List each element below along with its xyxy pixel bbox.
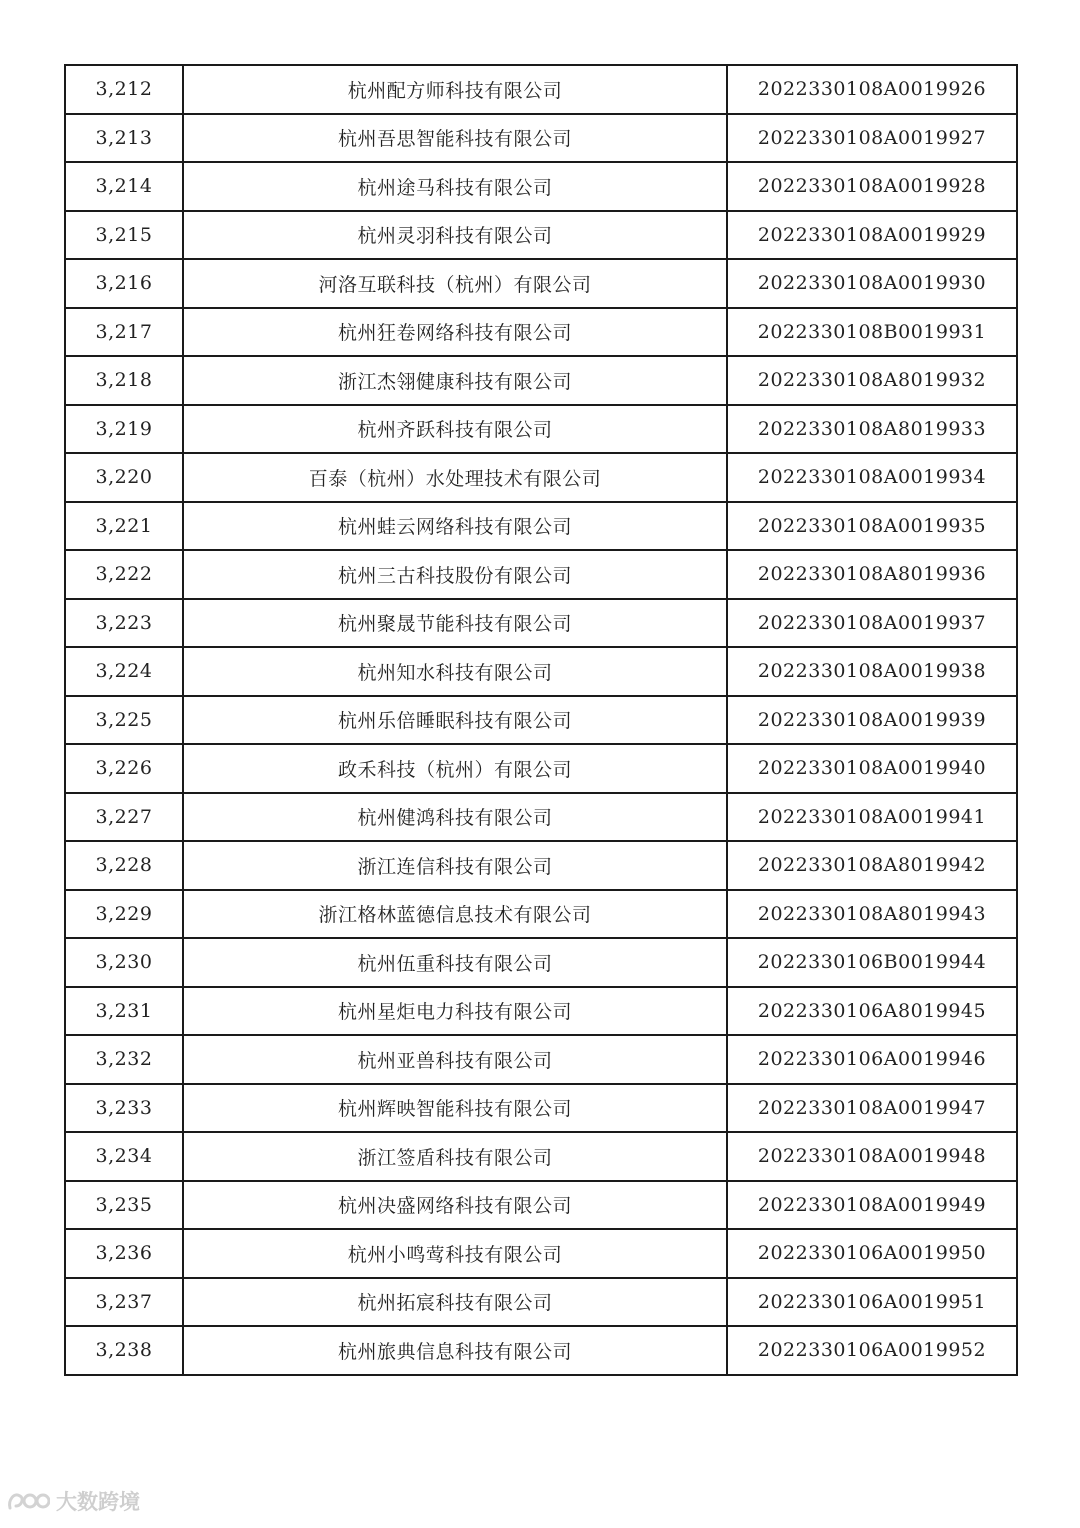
row-number-cell: 3,232	[65, 1035, 183, 1084]
company-name-cell: 浙江格林蓝德信息技术有限公司	[183, 890, 727, 939]
company-name-cell: 杭州亚兽科技有限公司	[183, 1035, 727, 1084]
row-number-cell: 3,219	[65, 405, 183, 454]
watermark	[6, 1486, 140, 1516]
row-number-cell: 3,214	[65, 162, 183, 211]
row-number-cell: 3,226	[65, 744, 183, 793]
row-number-cell: 3,218	[65, 356, 183, 405]
company-name-cell: 杭州健鸿科技有限公司	[183, 793, 727, 842]
row-number-cell: 3,231	[65, 987, 183, 1036]
company-list-table-container	[64, 64, 1016, 1376]
row-number-cell: 3,227	[65, 793, 183, 842]
table-row	[65, 1084, 1017, 1133]
row-number-cell: 3,215	[65, 211, 183, 260]
row-number-cell: 3,229	[65, 890, 183, 939]
company-name-cell: 杭州乐倍睡眠科技有限公司	[183, 696, 727, 745]
registration-code-cell: 2022330106A8019945	[727, 987, 1017, 1036]
table-row	[65, 550, 1017, 599]
company-name-cell: 杭州辉映智能科技有限公司	[183, 1084, 727, 1133]
row-number-cell: 3,217	[65, 308, 183, 357]
row-number-cell: 3,216	[65, 259, 183, 308]
company-name-cell: 杭州灵羽科技有限公司	[183, 211, 727, 260]
company-name-cell: 杭州旅典信息科技有限公司	[183, 1326, 727, 1375]
row-number-cell: 3,230	[65, 938, 183, 987]
registration-code-cell: 2022330108A0019947	[727, 1084, 1017, 1133]
registration-code-cell: 2022330108A8019942	[727, 841, 1017, 890]
table-row	[65, 599, 1017, 648]
registration-code-cell: 2022330108A0019949	[727, 1181, 1017, 1230]
row-number-cell: 3,224	[65, 647, 183, 696]
table-row	[65, 890, 1017, 939]
table-row	[65, 1035, 1017, 1084]
table-row	[65, 1132, 1017, 1181]
company-name-cell: 百泰（杭州）水处理技术有限公司	[183, 453, 727, 502]
company-name-cell: 杭州配方师科技有限公司	[183, 65, 727, 114]
table-row	[65, 405, 1017, 454]
registration-code-cell: 2022330108A8019933	[727, 405, 1017, 454]
registration-code-cell: 2022330108B0019931	[727, 308, 1017, 357]
table-row	[65, 1278, 1017, 1327]
registration-code-cell: 2022330108A0019928	[727, 162, 1017, 211]
registration-code-cell: 2022330108A0019938	[727, 647, 1017, 696]
registration-code-cell: 2022330108A0019926	[727, 65, 1017, 114]
table-row	[65, 65, 1017, 114]
row-number-cell: 3,212	[65, 65, 183, 114]
table-row	[65, 211, 1017, 260]
table-row	[65, 793, 1017, 842]
watermark-text: 大数跨境	[56, 1490, 140, 1514]
registration-code-cell: 2022330108A8019932	[727, 356, 1017, 405]
company-name-cell: 杭州三古科技股份有限公司	[183, 550, 727, 599]
row-number-cell: 3,225	[65, 696, 183, 745]
table-row	[65, 987, 1017, 1036]
table-row	[65, 841, 1017, 890]
registration-code-cell: 2022330108A0019934	[727, 453, 1017, 502]
row-number-cell: 3,222	[65, 550, 183, 599]
registration-code-cell: 2022330106A0019946	[727, 1035, 1017, 1084]
row-number-cell: 3,234	[65, 1132, 183, 1181]
table-body	[65, 65, 1017, 1375]
registration-code-cell: 2022330108A0019935	[727, 502, 1017, 551]
table-row	[65, 938, 1017, 987]
table-row	[65, 162, 1017, 211]
table-row	[65, 696, 1017, 745]
company-name-cell: 杭州吾思智能科技有限公司	[183, 114, 727, 163]
row-number-cell: 3,237	[65, 1278, 183, 1327]
registration-code-cell: 2022330108A0019939	[727, 696, 1017, 745]
company-name-cell: 杭州星炬电力科技有限公司	[183, 987, 727, 1036]
company-name-cell: 河洛互联科技（杭州）有限公司	[183, 259, 727, 308]
company-name-cell: 杭州途马科技有限公司	[183, 162, 727, 211]
company-name-cell: 浙江连信科技有限公司	[183, 841, 727, 890]
registration-code-cell: 2022330106A0019952	[727, 1326, 1017, 1375]
row-number-cell: 3,235	[65, 1181, 183, 1230]
table-row	[65, 502, 1017, 551]
table-row	[65, 356, 1017, 405]
company-name-cell: 杭州齐跃科技有限公司	[183, 405, 727, 454]
registration-code-cell: 2022330108A0019930	[727, 259, 1017, 308]
table-row	[65, 308, 1017, 357]
registration-code-cell: 2022330108A8019943	[727, 890, 1017, 939]
row-number-cell: 3,233	[65, 1084, 183, 1133]
brand-logo-icon	[6, 1488, 50, 1514]
row-number-cell: 3,221	[65, 502, 183, 551]
registration-code-cell: 2022330106A0019951	[727, 1278, 1017, 1327]
row-number-cell: 3,238	[65, 1326, 183, 1375]
row-number-cell: 3,228	[65, 841, 183, 890]
registration-code-cell: 2022330108A0019929	[727, 211, 1017, 260]
table-row	[65, 744, 1017, 793]
registration-code-cell: 2022330108A0019927	[727, 114, 1017, 163]
registration-code-cell: 2022330108A0019937	[727, 599, 1017, 648]
table-row	[65, 453, 1017, 502]
registration-code-cell: 2022330108A0019948	[727, 1132, 1017, 1181]
registration-code-cell: 2022330106B0019944	[727, 938, 1017, 987]
registration-code-cell: 2022330108A8019936	[727, 550, 1017, 599]
company-name-cell: 杭州小鸣莺科技有限公司	[183, 1229, 727, 1278]
row-number-cell: 3,213	[65, 114, 183, 163]
company-name-cell: 杭州拓宸科技有限公司	[183, 1278, 727, 1327]
company-name-cell: 政禾科技（杭州）有限公司	[183, 744, 727, 793]
table-row	[65, 1229, 1017, 1278]
company-list-table	[64, 64, 1018, 1376]
company-name-cell: 杭州聚晟节能科技有限公司	[183, 599, 727, 648]
registration-code-cell: 2022330106A0019950	[727, 1229, 1017, 1278]
row-number-cell: 3,236	[65, 1229, 183, 1278]
table-row	[65, 259, 1017, 308]
table-row	[65, 1181, 1017, 1230]
company-name-cell: 杭州知水科技有限公司	[183, 647, 727, 696]
row-number-cell: 3,220	[65, 453, 183, 502]
registration-code-cell: 2022330108A0019940	[727, 744, 1017, 793]
company-name-cell: 杭州决盛网络科技有限公司	[183, 1181, 727, 1230]
company-name-cell: 杭州狂卷网络科技有限公司	[183, 308, 727, 357]
table-row	[65, 647, 1017, 696]
company-name-cell: 浙江杰翎健康科技有限公司	[183, 356, 727, 405]
company-name-cell: 杭州蛙云网络科技有限公司	[183, 502, 727, 551]
company-name-cell: 杭州伍重科技有限公司	[183, 938, 727, 987]
row-number-cell: 3,223	[65, 599, 183, 648]
table-row	[65, 114, 1017, 163]
registration-code-cell: 2022330108A0019941	[727, 793, 1017, 842]
company-name-cell: 浙江签盾科技有限公司	[183, 1132, 727, 1181]
table-row	[65, 1326, 1017, 1375]
